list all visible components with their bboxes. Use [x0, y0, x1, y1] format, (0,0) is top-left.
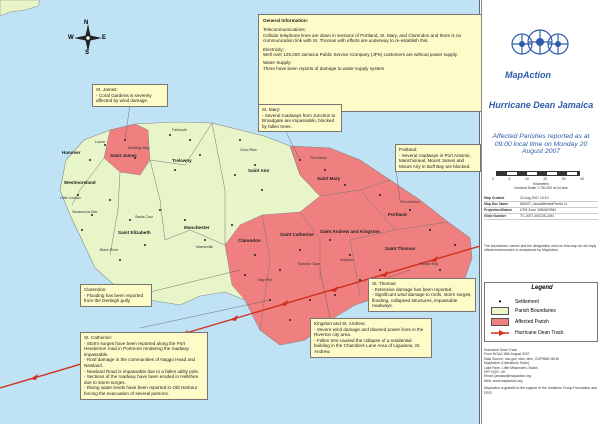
callout-st-catherine [80, 332, 208, 400]
callout-portland [395, 144, 481, 172]
label-st-thomas: Saint Thomas [385, 246, 416, 251]
scale-tick: 10 [525, 177, 529, 181]
gi-water-text: There have been reports of damage to water supply system [263, 65, 385, 71]
credit-line: Data Source: ndc.gov, ctan, dms, GOP/BMC/DHA [484, 356, 559, 361]
settlement-dot-icon: • [498, 297, 502, 306]
compass-e: E [102, 35, 107, 41]
scale-ticks [492, 177, 584, 181]
affected-swatch-icon [491, 318, 509, 326]
legend [484, 282, 598, 342]
callout-title: Kingston and St. Andrew: [314, 321, 366, 326]
meta-value: 20 Aug 2007 10:10 [520, 196, 549, 200]
callout-title: St. Catherine: [84, 335, 113, 340]
callout-item: - Flooding has been reported from the Denbigh gully [84, 293, 148, 304]
town-label: Spanish Town [298, 262, 321, 266]
compass-n: N [84, 20, 89, 26]
callout-item: - Newland Road is impassable due to a fallen utility pole. [84, 369, 204, 375]
scale-tick: 40 [580, 177, 584, 181]
scale-tick: 5 [508, 177, 511, 181]
town-label: Falmouth [172, 128, 187, 132]
meta-value: UTM Zone 18N/WGS84 [520, 208, 556, 212]
gi-telecom-heading: Telecommunications: [263, 27, 306, 33]
callout-item: - Extensive damage has been reported. [372, 287, 472, 293]
callout-item: - Significant wind damage to roofs, storm surges, flooding, collapsed structures, impassable roadways. [372, 292, 472, 309]
scale-tick: 0 [492, 177, 494, 181]
town-label: Little London [60, 196, 81, 200]
town-label: Port Antonio [400, 200, 420, 204]
credit-line: HP7 0QG, UK [484, 370, 506, 375]
brand-name: MapAction [505, 70, 551, 80]
credit-line: Email: jamaica@mapaction.org [484, 374, 531, 379]
label-st-elizabeth: Saint Elizabeth [118, 230, 151, 235]
label-st-catherine: Saint Catherine [280, 232, 314, 237]
map-subtitle: Affected Parishes reported as at 09:00 local time on Monday 20 August 2007 [492, 133, 590, 156]
compass-s: S [85, 50, 90, 56]
callout-item: - Roof damage in the communities of Naggo Head and Newland. [84, 357, 204, 368]
town-label: Mandeville [196, 245, 214, 249]
callout-item: - Storm surges have been reported along the Port Henderson road in Portmore rendering the roadway impassable. [84, 341, 204, 358]
general-information-box [258, 14, 484, 112]
callout-item: - Severe wind damage and downed power lines in the Riverton city area. [314, 327, 428, 338]
map-title: Hurricane Dean Jamaica [488, 100, 594, 110]
town-label: Black River [100, 248, 119, 252]
label-st-ann: Saint Ann [248, 168, 270, 173]
credit-line: MapAction is grateful to the support of the Vodafone Group Foundation and DFID [484, 386, 597, 395]
callout-item: - Coral Gardens is severely affected by wind damage. [96, 93, 164, 104]
credit-line: From NOAA 18th August 2007 [484, 352, 530, 357]
scale-unit-label: Kilometers [532, 182, 550, 186]
gi-telecom-text: Cellular telephone lines are down in sections of Portland, St. Mary, and Clarendon and there is no communication link with St. Thomas with efforts are underway to re-establish this. [263, 32, 462, 44]
callout-item: - Several roadways in Port Antonio, Manchioneal, Mount James and Mount Airy in Buff Bay are blocked. [399, 153, 477, 170]
callout-title: Clarendon: [84, 287, 107, 292]
town-label: Montego Bay [128, 146, 150, 150]
gi-water-heading: Water Supply: [263, 60, 292, 66]
callout-item: - Sections of the roadway have been eroded in Hellshire due to storm surges. [84, 374, 204, 385]
meta-key: Map Doc Name [484, 202, 509, 206]
scale-tick: 20 [543, 177, 548, 181]
neighbor-landmass [0, 0, 40, 16]
credit-line: MapAction (Operations Team) [484, 361, 529, 366]
gi-heading: General Information: [263, 18, 309, 23]
callout-title: St. James: [96, 87, 118, 92]
credits [484, 348, 598, 395]
credit-line: Hurricane Dean Track [484, 348, 517, 352]
legend-item-track [491, 329, 564, 337]
callout-item: - Several roadways from Junction to Broadgate are impassable, blocked by fallen trees. [262, 113, 338, 130]
credit-line: Lake Farm, Little Missenden, Bucks [484, 365, 538, 370]
callout-st-james [92, 84, 168, 107]
compass-w: W [68, 35, 74, 41]
scale-ratio: Nominal Scale 1:750,000 at A4 size [514, 186, 568, 190]
legend-item-parish-boundaries [491, 307, 556, 315]
legend-item-affected-parish [491, 318, 549, 326]
town-label: Ocho Rios [240, 148, 257, 152]
callout-st-mary [258, 104, 342, 132]
meta-value: MA007_JamaAffectedParish v1 [520, 202, 568, 206]
legend-label: Hurricane Dean Track [515, 330, 564, 336]
label-westmoreland: Westmoreland [64, 180, 96, 185]
town-label: May Pen [258, 278, 273, 282]
town-label: Morant Bay [420, 262, 439, 266]
credit-line: Web: www.mapaction.org [484, 378, 523, 383]
callout-title: St. Mary: [262, 107, 281, 112]
scale-bar [496, 171, 580, 176]
label-st-andrew-kingston: Saint Andrew and Kingston [320, 229, 380, 234]
callout-item: - Rising water levels have been reported in Old Harbour forcing the evacuation of several persons. [84, 385, 204, 396]
disclaimer: The boundaries, names and the designation used on this map do not imply official endorsement or acceptance by MapAction. [484, 244, 597, 253]
label-st-james: Saint James [110, 153, 137, 158]
meta-key: Map Created [484, 196, 505, 200]
label-st-mary: Saint Mary [317, 176, 341, 181]
callout-st-thomas [368, 278, 476, 312]
scale-unit [484, 182, 598, 190]
legend-title: Legend [531, 285, 553, 291]
legend-label: Affected Parish [515, 319, 549, 325]
label-portland: Portland [388, 212, 407, 217]
town-label: Port Maria [310, 156, 327, 160]
north-arrow-icon [68, 20, 107, 56]
town-label: Santa Cruz [135, 215, 153, 219]
meta-key: Glide Number [484, 214, 507, 218]
town-label: Kingston [340, 258, 354, 262]
callout-item: - Fallen tree caused the collapse of a residential building in the Chambers Lane Area of Liguanea, St. Andrew. [314, 338, 428, 355]
callout-title: Portland: [399, 147, 418, 152]
track-line-icon [491, 329, 509, 337]
label-trelawny: Trelawny [172, 158, 192, 163]
callout-clarendon [80, 284, 152, 307]
label-manchester: Manchester [184, 225, 210, 230]
gi-electricity-heading: Electricity: [263, 46, 284, 52]
map-metadata-table [484, 196, 598, 220]
scale-tick: 30 [561, 177, 566, 181]
meta-key: Projection/Datum [484, 208, 513, 212]
boundary-swatch-icon [491, 307, 509, 315]
legend-label: Settlement [515, 298, 539, 305]
legend-item-settlement [491, 297, 539, 306]
callout-kingston-st-andrew [310, 318, 432, 358]
gi-electricity-text: Well over 125,000 Jamaica Public Service Company (JPS) customers are without power supply. [263, 52, 458, 58]
town-label: Lucea [95, 140, 105, 144]
town-label: Savanna-la-Mar [72, 210, 98, 214]
callout-title: St. Thomas: [372, 281, 397, 286]
meta-value: TC-2007-000135-JAM [520, 214, 554, 218]
meta-row [484, 214, 598, 220]
legend-label: Parish Boundaries [515, 308, 556, 314]
label-hanover: Hanover [62, 150, 81, 155]
label-clarendon: Clarendon [238, 238, 261, 243]
